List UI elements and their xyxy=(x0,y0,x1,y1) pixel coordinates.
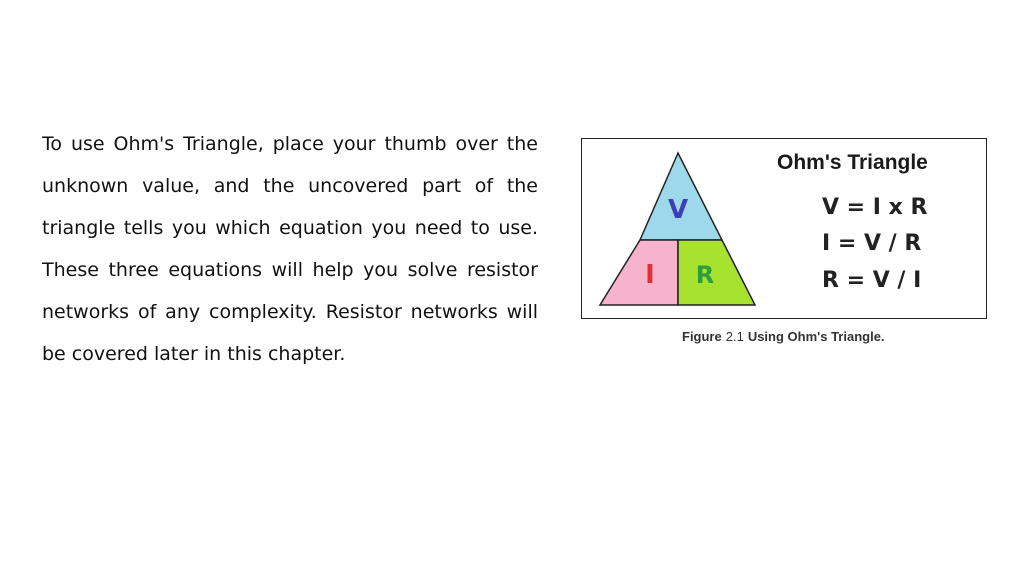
triangle-v-letter: V xyxy=(667,195,689,225)
figure-title: Ohm's Triangle xyxy=(777,151,928,174)
caption-text: Using Ohm's Triangle. xyxy=(747,329,885,344)
triangle-left-section xyxy=(600,240,678,305)
equation-r: R = V / I xyxy=(822,268,922,293)
figure-caption xyxy=(682,329,885,344)
equation-i: I = V / R xyxy=(822,231,922,256)
triangle-i-letter: I xyxy=(645,260,655,290)
triangle-r-letter: R xyxy=(695,261,715,289)
equation-v: V = I x R xyxy=(822,195,928,220)
ohms-triangle-figure xyxy=(581,138,987,319)
caption-number: 2.1 xyxy=(725,329,744,344)
body-paragraph: To use Ohm's Triangle, place your thumb over the unknown value, and the uncovered part of the triangle tells you which equation you need to use. These three equations will help you solve resistor networks of any complexity. Resistor networks will be covered later in this chapter. xyxy=(42,133,538,365)
caption-label: Figure xyxy=(682,329,722,344)
triangle-right-section xyxy=(678,240,755,305)
